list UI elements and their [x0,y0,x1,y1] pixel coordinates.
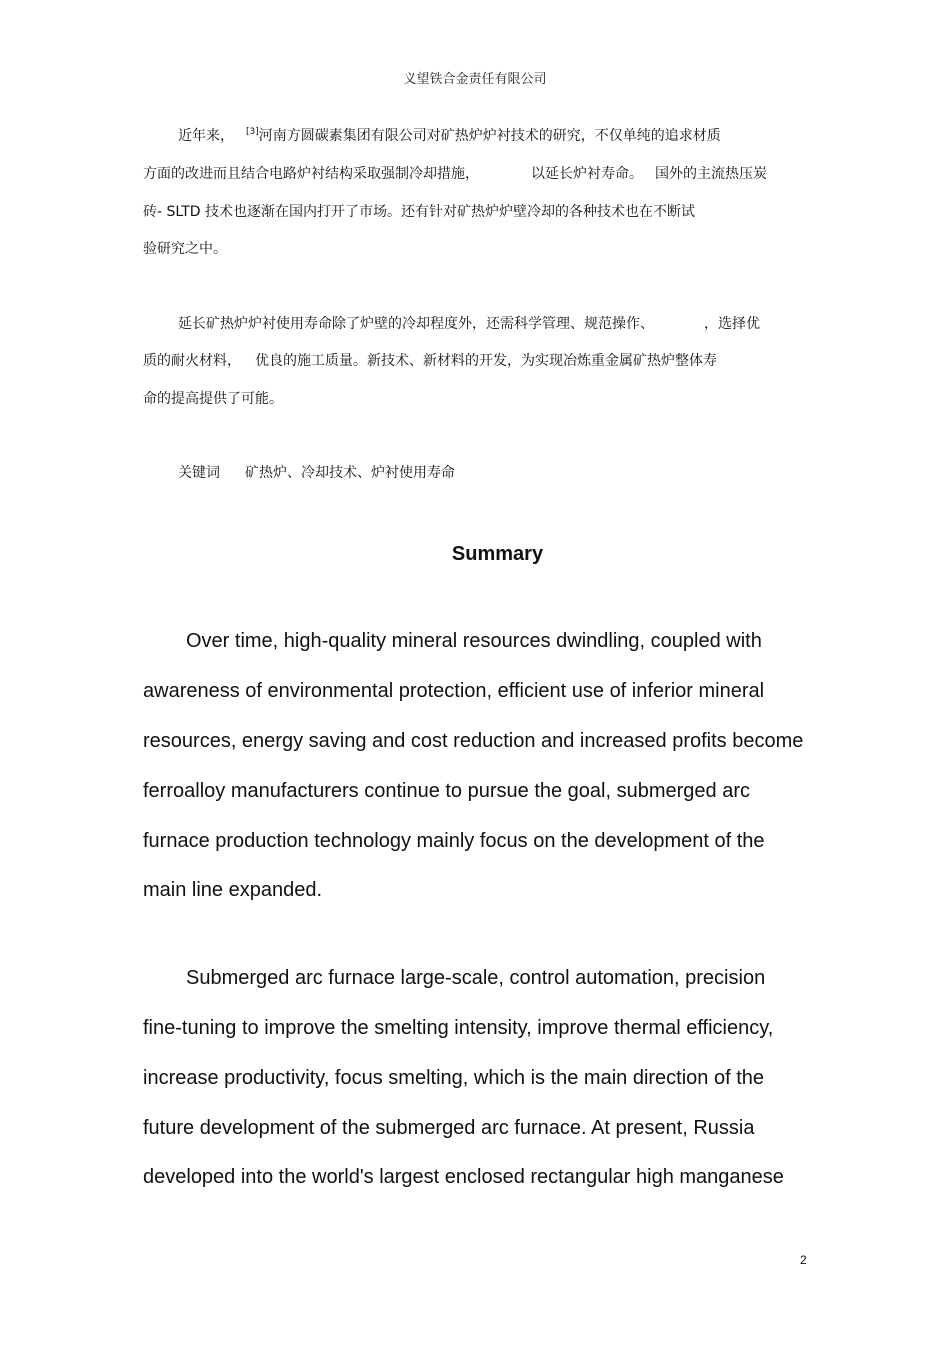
text-segment: 延长矿热炉炉衬使用寿命除了炉壁的冷却程度外，还需科学管理、规范操作、 [178,316,654,332]
keywords-value: 矿热炉、冷却技术、炉衬使用寿命 [245,465,455,481]
summary-paragraph-2-line: future development of the submerged arc furnace. At present, Russia [143,1117,755,1139]
summary-paragraph-1-line: ferroalloy manufacturers continue to pursue the goal, submerged arc [143,780,751,802]
text-segment: 河南方圆碳素集团有限公司对矿热炉炉衬技术的研究，不仅单纯的追求材质 [258,128,721,144]
paragraph-2-line-1 [178,313,760,333]
text-segment: 国外的主流热压炭 [655,166,767,182]
page-number: 2 [800,1253,807,1267]
paragraph-1-line-1 [178,125,721,145]
summary-paragraph-2-line: developed into the world's largest enclosed rectangular high manganese [143,1166,784,1188]
summary-paragraph-1-line: Over time, high-quality mineral resources dwindling, coupled with [186,630,762,652]
paragraph-1-line-3: 砖- SLTD 技术也逐渐在国内打开了市场。还有针对矿热炉炉壁冷却的各种技术也在不断试 [143,204,696,220]
text-segment: ，选择优 [704,316,760,332]
summary-paragraph-2-line: increase productivity, focus smelting, which is the main direction of the [143,1067,765,1089]
summary-paragraph-1-line: furnace production technology mainly focus on the development of the [143,830,765,852]
keywords-label: 关键词 [178,465,220,481]
summary-heading: Summary [451,543,544,565]
summary-paragraph-1-line: resources, energy saving and cost reduction and increased profits become [143,730,804,752]
summary-paragraph-2-line: fine-tuning to improve the smelting intensity, improve thermal efficiency, [143,1017,774,1039]
citation-reference: [3] [246,127,259,137]
paragraph-2-line-2 [143,350,717,370]
text-segment: 优良的施工质量。新技术、新材料的开发，为实现冶炼重金属矿热炉整体寿 [255,353,717,369]
text-segment: 质的耐火材料， [143,353,241,369]
paragraph-1-line-2 [143,163,767,183]
text-segment: 近年来， [178,128,234,144]
text-segment: 方面的改进而且结合电路炉衬结构采取强制冷却措施， [143,166,479,182]
summary-paragraph-2-line: Submerged arc furnace large-scale, control automation, precision [186,967,766,989]
paragraph-1-line-4: 验研究之中。 [143,241,227,257]
page-header: 义望铁合金责任有限公司 [403,72,547,87]
text-segment: 以延长炉衬寿命。 [531,166,643,182]
paragraph-2-line-3: 命的提高提供了可能。 [143,391,283,407]
summary-paragraph-1-line: awareness of environmental protection, efficient use of inferior mineral [143,680,765,702]
summary-paragraph-1-line: main line expanded. [143,879,323,901]
